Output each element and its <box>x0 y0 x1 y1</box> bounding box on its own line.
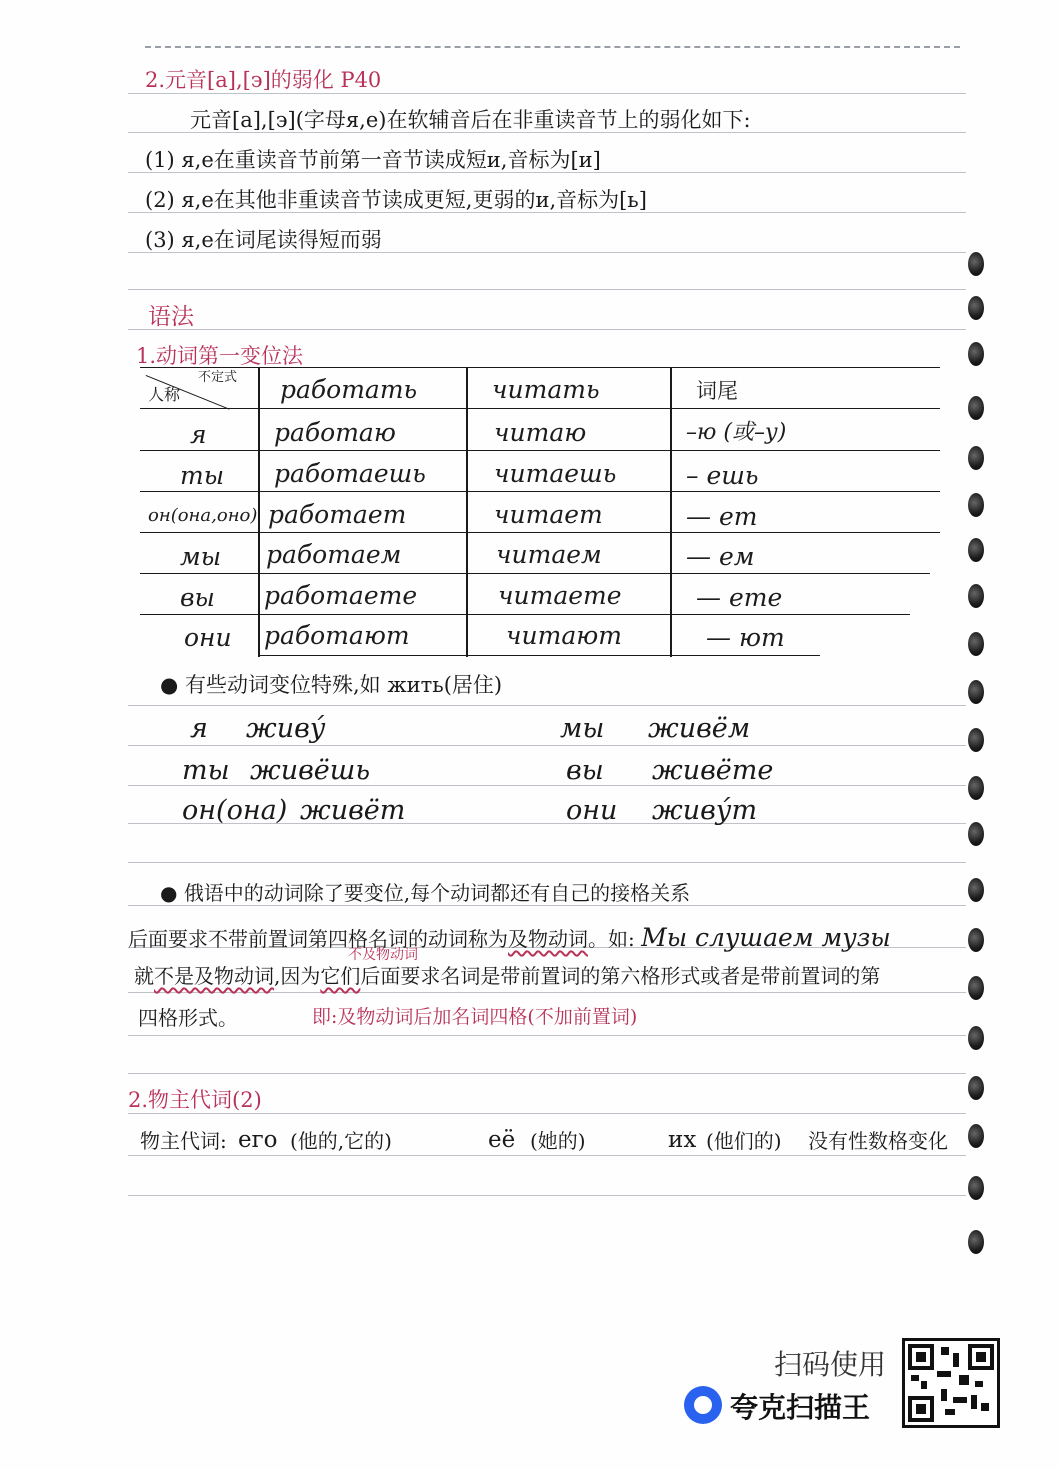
transitive-line-3: 就不是及物动词,因为它们后面要求名词是带前置词的第六格形式或者是带前置词的第 <box>134 964 881 988</box>
transitive-line-4: 四格形式。 <box>138 1006 238 1030</box>
rule <box>128 289 966 290</box>
table-row-form: работает <box>268 500 407 529</box>
pronoun-gloss: (她的) <box>530 1129 586 1153</box>
table-row-ending: — ет <box>686 502 758 531</box>
rule <box>128 212 966 213</box>
spiral-ring <box>968 252 984 276</box>
transitive-annotation: 不及物动词 <box>348 947 418 963</box>
spiral-ring <box>968 1230 984 1254</box>
spiral-ring <box>968 728 984 752</box>
special-form: вы <box>566 755 604 786</box>
spiral-ring <box>968 928 984 952</box>
table-row-form: читаешь <box>494 459 617 488</box>
special-form: живём <box>648 713 751 744</box>
rule <box>128 1195 966 1196</box>
table-row-ending: — ете <box>696 583 783 612</box>
pronoun-gloss: (他们的) <box>706 1129 782 1153</box>
special-form: ты <box>182 755 230 786</box>
scan-label: 扫码使用 <box>774 1348 887 1381</box>
spiral-ring <box>968 1124 984 1148</box>
spiral-ring <box>968 632 984 656</box>
phonetics-item-3: (3) я,е在词尾读得短而弱 <box>145 228 382 252</box>
rule <box>128 329 966 330</box>
pronoun-word: их <box>668 1127 697 1153</box>
table-row-form: работаете <box>264 581 418 610</box>
spiral-ring <box>968 538 984 562</box>
rule <box>128 252 966 253</box>
rule <box>128 745 966 746</box>
table-row-form: читает <box>494 500 603 529</box>
rule <box>128 992 966 993</box>
table-row-person: ты <box>180 461 225 490</box>
pronouns-title: 2.物主代词(2) <box>128 1088 262 1112</box>
special-form: живёт <box>300 795 406 826</box>
rule <box>128 1035 966 1036</box>
pronouns-suffix: 没有性数格变化 <box>808 1129 948 1153</box>
table-row-ending: – ешь <box>686 461 759 490</box>
transitive-note: 即:及物动词后加名词四格(不加前置词) <box>312 1006 638 1028</box>
rule <box>128 132 966 133</box>
spiral-ring <box>968 446 984 470</box>
spiral-ring <box>968 342 984 366</box>
table-header-chitat: читать <box>492 375 600 404</box>
special-form: я <box>190 713 208 744</box>
spiral-ring <box>968 584 984 608</box>
special-form: он(она) <box>182 795 288 826</box>
table-corner-infinitive: 不定式 <box>198 370 238 385</box>
phonetics-item-1: (1) я,е在重读音节前第一音节读成短и,音标为[и] <box>145 148 601 172</box>
rule <box>128 172 966 173</box>
table-row-form: работают <box>264 621 410 650</box>
spiral-ring <box>968 1176 984 1200</box>
conjugation-table <box>140 367 940 657</box>
grammar-title: 语法 <box>148 304 194 330</box>
rule <box>128 1073 966 1074</box>
phonetics-title: 2.元音[a],[э]的弱化 P40 <box>145 68 382 92</box>
spiral-ring <box>968 976 984 1000</box>
quark-logo-icon <box>684 1386 722 1424</box>
top-dashed-rule <box>145 46 960 48</box>
qr-code-icon <box>902 1338 1000 1428</box>
table-row-form: читаем <box>496 540 602 569</box>
table-header-ending: 词尾 <box>696 379 738 403</box>
table-row-person: я <box>190 420 207 449</box>
table-corner-person: 人称 <box>148 385 181 404</box>
table-row-person: мы <box>180 542 222 571</box>
rule <box>128 862 966 863</box>
spiral-ring <box>968 680 984 704</box>
spiral-ring <box>968 1076 984 1100</box>
phonetics-item-2: (2) я,е在其他非重读音节读成更短,更弱的и,音标为[ь] <box>145 188 647 212</box>
table-row-form: читаете <box>498 581 622 610</box>
special-form: живёте <box>652 755 774 786</box>
rule <box>128 905 966 906</box>
rule <box>128 1155 966 1156</box>
rule <box>128 1113 966 1114</box>
table-row-form: работаем <box>266 540 402 569</box>
special-form: живу́ <box>246 713 326 744</box>
table-row-person: вы <box>180 583 215 612</box>
table-row-form: читаю <box>494 418 587 447</box>
spiral-ring <box>968 776 984 800</box>
special-form: живёшь <box>250 755 371 786</box>
transitive-line-2: 后面要求不带前置词第四格名词的动词称为及物动词。如: Мы слушаем музы <box>128 923 891 952</box>
spiral-ring <box>968 296 984 320</box>
spiral-ring <box>968 1026 984 1050</box>
table-row-form: работаешь <box>274 459 426 488</box>
spiral-ring <box>968 822 984 846</box>
table-header-rabotat: работать <box>280 375 418 404</box>
rule <box>128 705 966 706</box>
spiral-ring <box>968 396 984 420</box>
special-verbs-note: ● 有些动词变位特殊,如 жить(居住) <box>160 673 503 697</box>
conjugation-subtitle: 1.动词第一变位法 <box>136 344 304 368</box>
table-row-form: работаю <box>274 418 396 447</box>
table-row-ending: — ют <box>706 623 785 652</box>
spiral-ring <box>968 878 984 902</box>
pronoun-gloss: (他的,它的) <box>290 1129 392 1153</box>
spiral-ring <box>968 493 984 517</box>
table-row-person: они <box>184 623 232 652</box>
special-form: они <box>566 795 618 826</box>
special-form: живу́т <box>652 795 758 826</box>
pronoun-word: его <box>238 1127 278 1153</box>
table-row-ending: — ем <box>686 542 755 571</box>
brand-name: 夸克扫描王 <box>730 1391 871 1424</box>
table-row-person: он(она,оно) <box>148 505 258 526</box>
phonetics-intro: 元音[a],[э](字母я,е)在软辅音后在非重读音节上的弱化如下: <box>190 108 751 132</box>
pronoun-word: её <box>488 1127 516 1153</box>
special-form: мы <box>560 713 605 744</box>
transitive-line-1: ● 俄语中的动词除了要变位,每个动词都还有自己的接格关系 <box>160 881 691 905</box>
pronouns-prefix: 物主代词: <box>140 1129 227 1153</box>
rule <box>128 93 966 94</box>
table-row-ending: –ю (或–у) <box>686 420 787 445</box>
table-row-form: читают <box>506 621 622 650</box>
